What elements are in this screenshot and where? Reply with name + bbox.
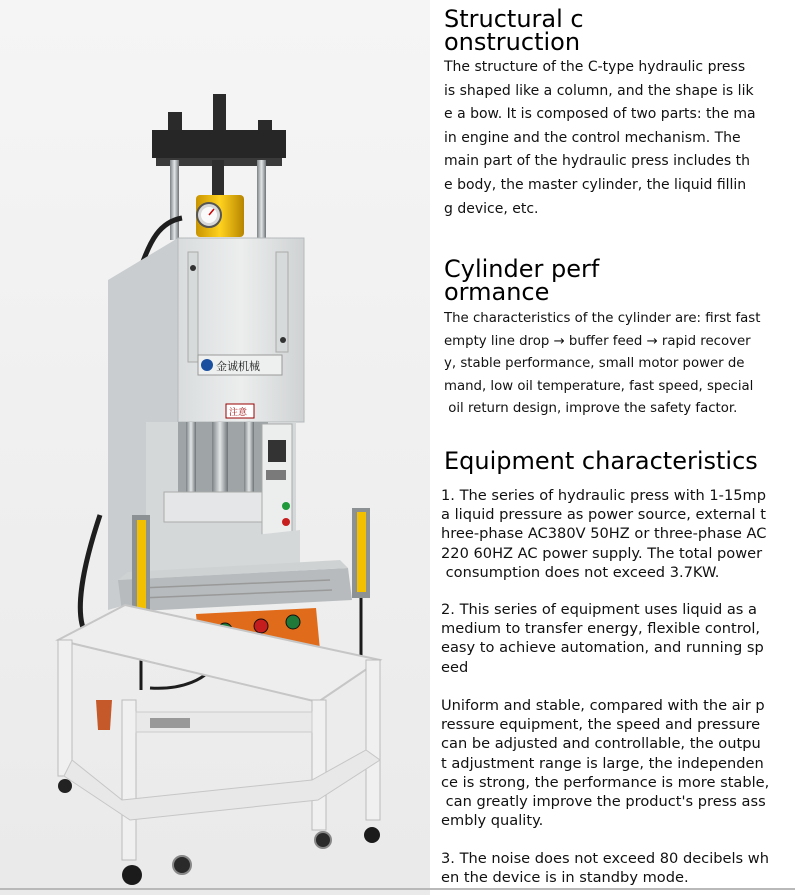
- section-title-cylinder: [444, 255, 600, 306]
- body-line: en the device is in standby mode.: [441, 869, 689, 887]
- equipment-paragraph-3: [441, 696, 769, 830]
- body-line: ce is strong, the performance is more stable,: [441, 773, 770, 791]
- body-line: mand, low oil temperature, fast speed, special: [444, 378, 754, 394]
- section-title-equipment: [444, 447, 758, 475]
- body-line: can be adjusted and controllable, the outpu: [441, 735, 761, 753]
- body-line: g device, etc.: [444, 200, 539, 217]
- body-line: oil return design, improve the safety factor.: [444, 401, 738, 416]
- body-line: e body, the master cylinder, the liquid fillin: [444, 176, 747, 193]
- title-line: Equipment characteristics: [444, 447, 758, 475]
- title-line: Cylinder perf: [444, 255, 600, 283]
- warning-label: 注意: [229, 408, 248, 418]
- body-line: The characteristics of the cylinder are: first fast: [444, 311, 761, 326]
- body-line: easy to achieve automation, and running sp: [441, 639, 764, 657]
- equipment-paragraph-2: [441, 600, 764, 677]
- body-line: consumption does not exceed 3.7KW.: [441, 563, 720, 581]
- body-line: medium to transfer energy, flexible control,: [441, 620, 761, 638]
- body-line: 2. This series of equipment uses liquid as a: [441, 601, 757, 618]
- bottom-divider: [0, 888, 795, 890]
- body-line: 220 60HZ AC power supply. The total power: [441, 544, 763, 562]
- body-line: hree-phase AC380V 50HZ or three-phase AC: [441, 525, 767, 543]
- body-line: can greatly improve the product's press ass: [441, 793, 766, 811]
- body-line: 3. The noise does not exceed 80 decibels wh: [441, 850, 769, 867]
- body-line: embly quality.: [441, 812, 544, 830]
- hydraulic-cylinder: [196, 195, 244, 237]
- body-line: y, stable performance, small motor power de: [444, 356, 745, 371]
- title-line: Structural c: [444, 5, 584, 33]
- body-line: e a bow. It is composed of two parts: the ma: [444, 106, 756, 123]
- body-line: a liquid pressure as power source, external t: [441, 506, 766, 524]
- title-line: ormance: [444, 278, 550, 306]
- body-line: main part of the hydraulic press includes th: [444, 153, 750, 170]
- body-line: The structure of the C-type hydraulic press: [444, 59, 746, 75]
- section-title-structural: [444, 5, 584, 56]
- body-line: is shaped like a column, and the shape is lik: [444, 82, 754, 99]
- body-line: Uniform and stable, compared with the air p: [441, 697, 765, 714]
- body-line: empty line drop → buffer feed → rapid recover: [444, 333, 751, 349]
- section-body-cylinder: [444, 308, 760, 421]
- nameplate-text: 金诚机械: [216, 360, 260, 373]
- body-line: eed: [441, 658, 469, 676]
- title-line: onstruction: [444, 28, 581, 56]
- section-body-structural: [444, 56, 756, 221]
- body-line: 1. The series of hydraulic press with 1-15mp: [441, 487, 766, 504]
- equipment-paragraph-4: [441, 849, 769, 887]
- equipment-paragraph-1: [441, 486, 766, 582]
- body-line: t adjustment range is large, the independen: [441, 754, 764, 772]
- body-line: in engine and the control mechanism. The: [444, 129, 741, 146]
- body-line: ressure equipment, the speed and pressure: [441, 716, 761, 734]
